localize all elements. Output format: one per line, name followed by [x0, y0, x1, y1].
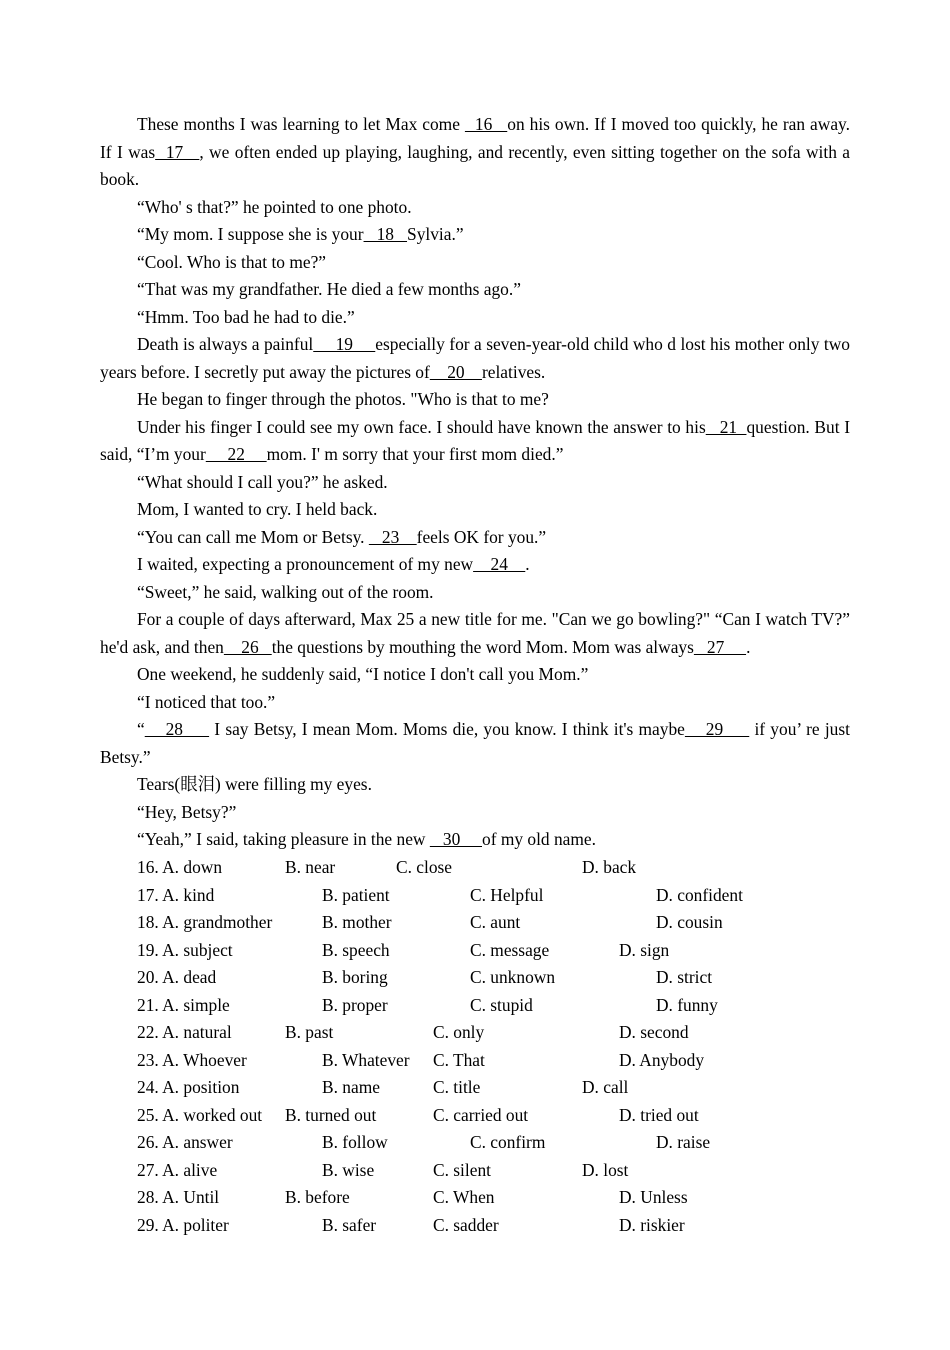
passage-text-segment: “What should I call you?” he asked. [137, 471, 388, 492]
question-option-b: B. past [285, 1022, 334, 1042]
passage-text-segment: He began to finger through the photos. "Who is that to me? [137, 389, 549, 409]
answer-blank: 27 [693, 636, 747, 657]
question-option-d: D. funny [656, 994, 718, 1015]
passage-text-segment: . [746, 636, 751, 657]
question-option-a: 18. A. grandmother [137, 912, 273, 932]
answer-blank: 29 [684, 719, 750, 739]
question-option-c: C. only [433, 1022, 485, 1042]
question-option-d: D. cousin [656, 912, 723, 932]
passage-text-segment: if you’ re just Betsy.” [100, 719, 850, 767]
passage-text-segment: “You can call me Mom or Betsy. [137, 526, 369, 547]
answer-blank: 16 [464, 114, 508, 134]
question-option-a: 20. A. dead [137, 967, 217, 987]
passage-paragraph [100, 579, 850, 607]
passage-text-segment: relatives. [481, 361, 546, 382]
question-option-b: B. near [285, 857, 336, 877]
passage-paragraph [100, 826, 850, 854]
passage-text-segment: “Yeah,” I said, taking pleasure in the new [137, 829, 430, 849]
question-option-a: 19. A. subject [137, 939, 233, 960]
passage-text-segment: on his own. If I moved too quickly, he ran away. If I was [100, 114, 850, 162]
passage-paragraph [100, 469, 850, 497]
question-option-b: B. proper [322, 994, 388, 1015]
question-option-c: C. confirm [470, 1132, 546, 1152]
passage-text-segment: One weekend, he suddenly said, “I notice I don't call you Mom.” [137, 664, 589, 684]
question-option-b: B. before [285, 1187, 350, 1207]
question-option-c: C. unknown [470, 967, 556, 987]
question-option-d: D. sign [619, 939, 670, 960]
question-option-d: D. back [582, 857, 637, 877]
question-option-c: C. close [396, 857, 453, 877]
passage-text-segment: Death is always a painful [137, 334, 314, 354]
passage-paragraph [100, 194, 850, 222]
question-option-c: C. title [433, 1077, 481, 1097]
question-option-b: B. safer [322, 1214, 377, 1235]
passage-paragraph [100, 799, 850, 827]
question-option-c: C. sadder [433, 1214, 499, 1235]
passage-paragraph [100, 304, 850, 332]
passage-text-segment: “Cool. Who is that to me?” [137, 251, 327, 272]
passage-text [100, 111, 850, 854]
passage-text-segment: “ [137, 719, 145, 739]
answer-blank: 24 [473, 554, 526, 574]
passage-paragraph [100, 331, 850, 386]
question-option-d: D. raise [656, 1132, 711, 1152]
passage-text-segment: “Hmm. Too bad he had to die.” [137, 306, 355, 327]
question-option-c: C. When [433, 1187, 495, 1207]
answer-blank: 19 [313, 334, 376, 354]
passage-text-segment: Under his finger I could see my own face. I should have known the answer to his [137, 416, 706, 437]
question-option-d: D. confident [656, 884, 743, 905]
passage-paragraph [100, 606, 850, 661]
answer-blank: 18 [363, 224, 408, 244]
question-option-d: D. Unless [619, 1187, 688, 1207]
question-option-b: B. Whatever [322, 1049, 410, 1070]
passage-paragraph [100, 716, 850, 771]
passage-text-segment: “My mom. I suppose she is your [137, 224, 364, 244]
question-option-d: D. second [619, 1022, 689, 1042]
answer-blank: 22 [205, 444, 267, 464]
question-option-a: 21. A. simple [137, 994, 230, 1015]
question-option-d: D. riskier [619, 1214, 685, 1235]
question-option-c: C. stupid [470, 994, 533, 1015]
passage-text-segment: “Sweet,” he said, walking out of the room. [137, 581, 434, 602]
question-option-a: 26. A. answer [137, 1132, 233, 1152]
passage-text-segment: Tears(眼泪) were filling my eyes. [137, 774, 372, 794]
question-option-c: C. Helpful [470, 884, 544, 905]
question-option-a: 24. A. position [137, 1077, 240, 1097]
question-option-b: B. patient [322, 884, 390, 905]
passage-paragraph [100, 661, 850, 689]
passage-text-segment: “I noticed that too.” [137, 691, 276, 712]
question-option-d: D. call [582, 1077, 629, 1097]
passage-text-segment: I waited, expecting a pronouncement of my new [137, 554, 474, 574]
passage-text-segment: the questions by mouthing the word Mom. Mom was always [271, 636, 694, 657]
question-option-a: 28. A. Until [137, 1187, 220, 1207]
passage-text-segment: , even sitting together on the sofa with a book. [100, 141, 850, 189]
answer-blank: 28 [144, 719, 210, 739]
passage-text-segment: “Who' s that?” he pointed to one photo. [137, 196, 412, 217]
answer-blank: 30 [429, 829, 482, 849]
question-option-a: 27. A. alive [137, 1159, 218, 1180]
question-option-c: C. aunt [470, 912, 521, 932]
question-option-a: 25. A. worked out [137, 1104, 263, 1125]
passage-paragraph [100, 414, 850, 469]
question-option-b: B. follow [322, 1132, 388, 1152]
question-option-c: C. silent [433, 1159, 491, 1180]
passage-text-segment: feels OK for you.” [416, 526, 547, 547]
question-option-a: 23. A. Whoever [137, 1049, 247, 1070]
passage-paragraph [100, 386, 850, 414]
question-option-c: C. carried out [433, 1104, 529, 1125]
passage-text-segment: These months I was learning to let Max come [137, 114, 465, 134]
passage-text-segment: especially for a seven-year-old child who d lost his mother only two years before. I secretly put away the pictures of [100, 334, 850, 382]
question-option-b: B. speech [322, 939, 390, 960]
passage-text-segment: , we often ended up playing, laughing, and recently [199, 141, 564, 162]
passage-text-segment: “That was my grandfather. He died a few months ago.” [137, 279, 521, 299]
passage-text-segment: question. But I said, “I’m your [100, 416, 850, 464]
question-option-d: D. lost [582, 1159, 629, 1180]
passage-paragraph [100, 221, 850, 249]
question-option-b: B. boring [322, 967, 388, 987]
passage-paragraph [100, 551, 850, 579]
passage-paragraph [100, 496, 850, 524]
question-option-b: B. wise [322, 1159, 375, 1180]
passage-text-segment: I say Betsy, I mean Mom. Moms die, you know. I think it's maybe [209, 719, 685, 739]
passage-text-segment: mom. I' m sorry that your first mom died.” [266, 444, 564, 464]
passage-paragraph [100, 111, 850, 194]
question-option-a: 17. A. kind [137, 884, 215, 905]
question-option-a: 22. A. natural [137, 1022, 232, 1042]
question-option-d: D. Anybody [619, 1049, 705, 1070]
passage-text-segment: “Hey, Betsy?” [137, 801, 237, 822]
question-option-b: B. name [322, 1077, 380, 1097]
answer-blank: 26 [223, 636, 272, 657]
question-option-b: B. turned out [285, 1104, 377, 1125]
question-option-a: 29. A. politer [137, 1214, 229, 1235]
question-option-c: C. message [470, 939, 550, 960]
passage-paragraph [100, 276, 850, 304]
question-option-c: C. That [433, 1049, 485, 1070]
passage-paragraph [100, 689, 850, 717]
answer-blank: 23 [368, 526, 417, 547]
question-option-d: D. strict [656, 967, 713, 987]
passage-paragraph [100, 524, 850, 552]
question-option-b: B. mother [322, 912, 392, 932]
passage-paragraph [100, 249, 850, 277]
passage-text-segment: . [525, 554, 530, 574]
answer-blank: 20 [429, 361, 482, 382]
answer-blank: 17 [155, 141, 200, 162]
question-option-a: 16. A. down [137, 857, 223, 877]
passage-paragraph [100, 771, 850, 799]
passage-text-segment: Mom, I wanted to cry. I held back. [137, 499, 378, 519]
passage-text-segment: For a couple of days afterward, Max 25 a new title for me. "Can we go bowling?" “Can I watch TV?” he'd ask, and then [100, 609, 850, 657]
question-option-d: D. tried out [619, 1104, 699, 1125]
answer-blank: 21 [705, 416, 747, 437]
passage-text-segment: of my old name. [482, 829, 596, 849]
passage-text-segment: Sylvia.” [407, 224, 464, 244]
